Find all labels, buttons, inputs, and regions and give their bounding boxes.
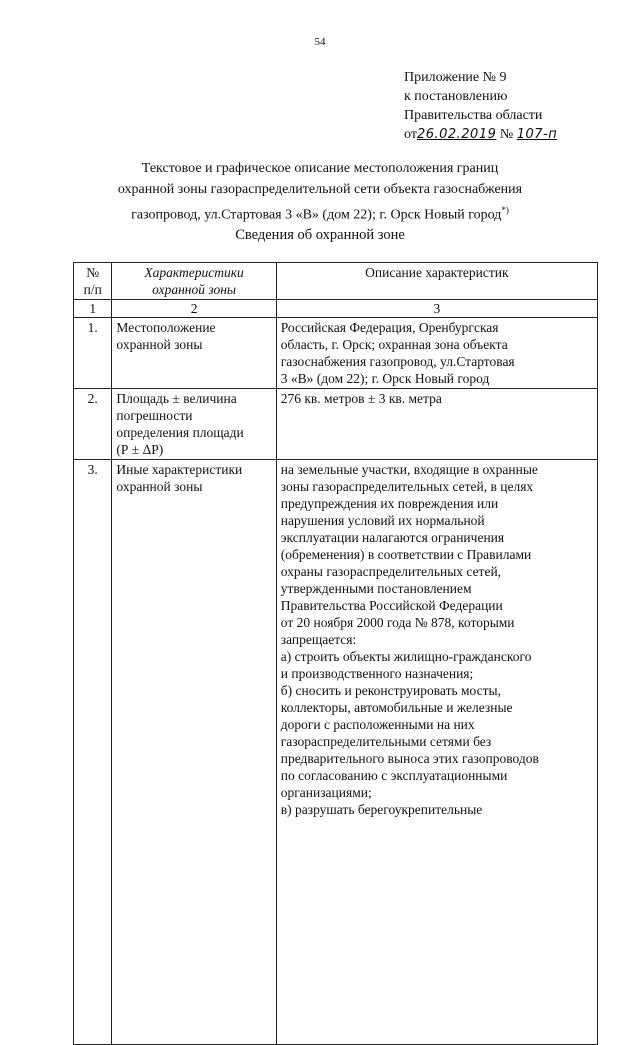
description-line: а) строить объекты жилищно-гражданского <box>280 649 532 664</box>
description-line: предварительного выноса этих газопроводов <box>280 751 539 766</box>
description-line: и производственного назначения; <box>280 666 474 681</box>
characteristic-line: Местоположение <box>116 320 216 335</box>
table-row <box>74 318 598 389</box>
table-header-row <box>74 263 598 300</box>
description-line: утвержденными постановлением <box>280 581 472 596</box>
table-row <box>74 389 598 460</box>
column-number-row <box>74 300 598 318</box>
description-line: газоснабжения газопровод, ул.Стартовая <box>280 354 515 369</box>
header-number <box>74 263 112 300</box>
description-line: (обременения) в соответствии с Правилами <box>280 547 532 562</box>
column-number-2: 2 <box>112 300 276 318</box>
description-line: охраны газораспределительных сетей, <box>280 564 502 579</box>
characteristic-line: Иные характеристики <box>116 462 243 477</box>
table-row <box>74 460 598 1045</box>
description-line: предупреждения их повреждения или <box>280 496 499 511</box>
description-line: Правительства Российской Федерации <box>280 598 503 613</box>
characteristic-line: погрешности <box>116 408 193 423</box>
row-description <box>276 389 597 460</box>
description-line: область, г. Орск; охранная зона объекта <box>280 337 508 352</box>
header-characteristics-line-1: Характеристики <box>144 265 244 280</box>
column-number-1: 1 <box>74 300 112 318</box>
description-line: организациями; <box>280 785 372 800</box>
appendix-title: Приложение № 9 <box>404 70 507 85</box>
header-number-line-1: № <box>86 265 100 280</box>
characteristic-line: определения площади <box>116 425 244 440</box>
appendix-line-resolution: к постановлению <box>404 89 508 104</box>
row-description <box>276 318 597 389</box>
row-number: 2. <box>74 389 112 460</box>
description-line: на земельные участки, входящие в охранные <box>280 462 538 477</box>
zone-info-table <box>73 262 598 1045</box>
title-line-3 <box>100 200 540 226</box>
footnote-mark: *) <box>501 205 509 215</box>
description-line: нарушения условий их нормальной <box>280 513 485 528</box>
row-characteristic <box>112 389 276 460</box>
title-line-2: охранной зоны газораспределительной сети объекта газоснабжения <box>117 182 523 197</box>
description-line: эксплуатации налагаются ограничения <box>280 530 505 545</box>
description-line: от 20 ноября 2000 года № 878, которыми <box>280 615 515 630</box>
characteristic-line: охранной зоны <box>116 337 203 352</box>
title-line-1: Текстовое и графическое описание местоположения границ <box>141 161 499 176</box>
row-number: 1. <box>74 318 112 389</box>
header-number-line-2: п/п <box>83 282 102 297</box>
description-line: по согласованию с эксплуатационными <box>280 768 508 783</box>
description-line: б) сносить и реконструировать мосты, <box>280 683 501 698</box>
appendix-line-government: Правительства области <box>404 108 543 123</box>
row-description <box>276 460 597 1045</box>
row-characteristic <box>112 318 276 389</box>
row-number: 3. <box>74 460 112 1045</box>
from-prefix: от <box>404 127 417 142</box>
header-description: Описание характеристик <box>276 263 597 300</box>
column-number-3: 3 <box>276 300 597 318</box>
section-subtitle: Сведения об охранной зоне <box>235 227 405 243</box>
characteristic-line: охранной зоны <box>116 479 203 494</box>
characteristic-line: (Р ± ΔР) <box>116 442 164 457</box>
characteristic-line: Площадь ± величина <box>116 391 237 406</box>
document-title <box>100 158 540 226</box>
description-line: запрещается: <box>280 632 357 647</box>
description-line: коллекторы, автомобильные и железные <box>280 700 513 715</box>
number-prefix: № <box>499 127 514 142</box>
header-characteristics <box>112 263 276 300</box>
title-line-3-text: газопровод, ул.Стартовая 3 «В» (дом 22); г. Орск Новый город <box>131 207 502 223</box>
header-characteristics-line-2: охранной зоны <box>152 282 237 297</box>
handwritten-date: 26.02.2019 <box>416 127 497 142</box>
row-characteristic <box>112 460 276 1045</box>
page-number: 54 <box>314 36 326 48</box>
description-line: 276 кв. метров ± 3 кв. метра <box>280 391 442 406</box>
description-line: зоны газораспределительных сетей, в целях <box>280 479 534 494</box>
description-line: Российская Федерация, Оренбургская <box>280 320 499 335</box>
appendix-block <box>404 68 557 144</box>
description-line: дороги с расположенными на них <box>280 717 475 732</box>
description-line: газораспределительными сетями без <box>280 734 492 749</box>
handwritten-number: 107-п <box>516 127 558 142</box>
appendix-date-line <box>404 125 557 144</box>
description-line: 3 «В» (дом 22); г. Орск Новый город <box>280 371 490 386</box>
description-line: в) разрушать берегоукрепительные <box>280 802 483 817</box>
